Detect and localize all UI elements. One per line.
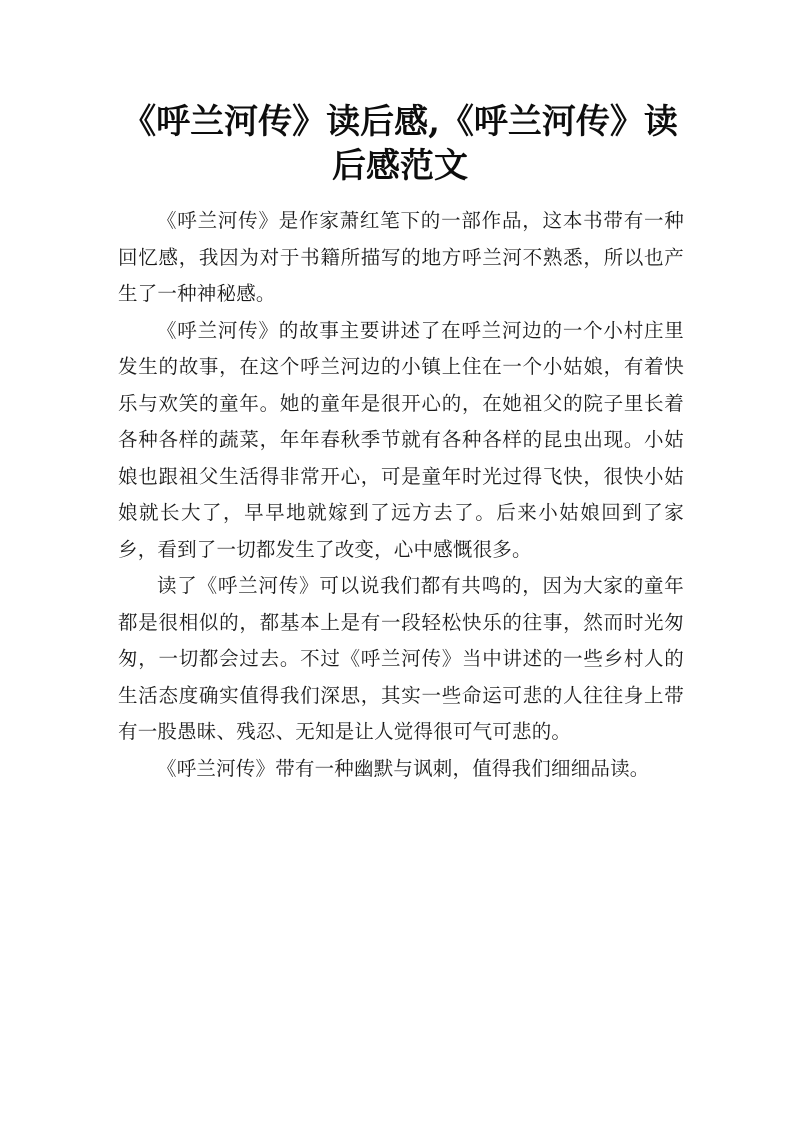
paragraph-1: 《呼兰河传》是作家萧红笔下的一部作品，这本书带有一种回忆感，我因为对于书籍所描写的地方呼兰河不熟悉，所以也产生了一种神秘感。 [118, 209, 684, 305]
paragraph-4: 《呼兰河传》带有一种幽默与讽刺，值得我们细细品读。 [157, 756, 650, 780]
document-title: 《呼兰河传》读后感,《呼兰河传》读后感范文 [122, 102, 678, 186]
document-body [118, 203, 684, 787]
paragraph-3: 读了《呼兰河传》可以说我们都有共鸣的，因为大家的童年都是很相似的，都基本上是有一段轻松快乐的往事，然而时光匆匆，一切都会过去。不过《呼兰河传》当中讲述的一些乡村人的生活态度确实值得我们深思，其实一些命运可悲的人往往身上带有一股愚昧、残忍、无知是让人觉得很可气可悲的。 [118, 574, 684, 743]
paragraph-2: 《呼兰河传》的故事主要讲述了在呼兰河边的一个小村庄里发生的故事，在这个呼兰河边的小镇上住在一个小姑娘，有着快乐与欢笑的童年。她的童年是很开心的，在她祖父的院子里长着各种各样的蔬菜，年年春秋季节就有各种各样的昆虫出现。小姑娘也跟祖父生活得非常开心，可是童年时光过得飞快，很快小姑娘就长大了，早早地就嫁到了远方去了。后来小姑娘回到了家乡，看到了一切都发生了改变，心中感慨很多。 [118, 318, 684, 561]
